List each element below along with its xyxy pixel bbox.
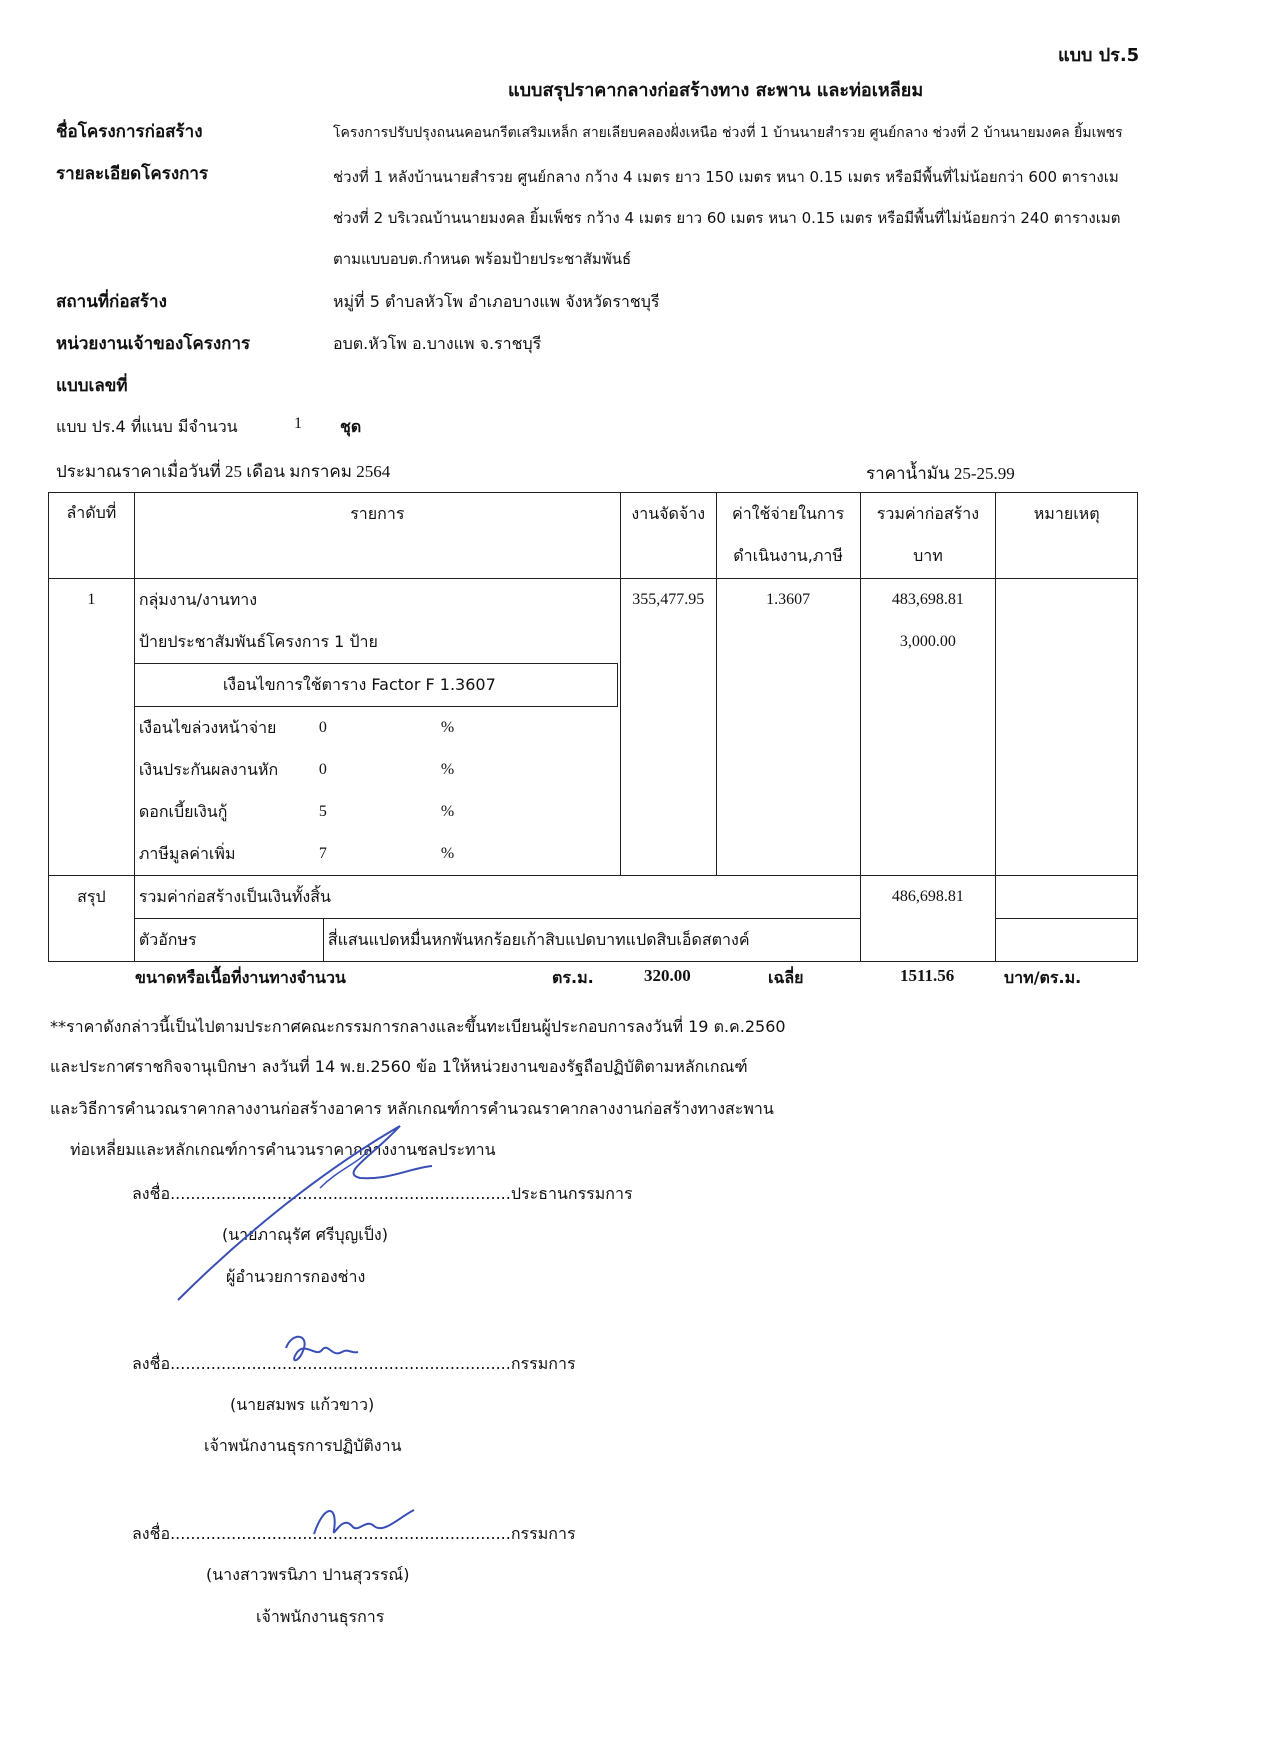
note-line-1: **ราคาดังกล่าวนี้เป็นไปตามประกาศคณะกรรมการกลางและขึ้นทะเบียนผู้ประกอบการลงวันที่ 19 ต.ค.2560	[50, 1017, 786, 1036]
condition-advance	[135, 707, 620, 749]
row-total-1: 483,698.81	[891, 591, 964, 608]
summary-total-value: 486,698.81	[891, 888, 964, 905]
details-line-1: ช่วงที่ 1 หลังบ้านนายสำรวย ศูนย์กลาง กว้าง 4 เมตร ยาว 150 เมตร หนา 0.15 เมตร หรือมีพื้นที่ไม่น้อยกว่า 600 ตารางเม	[333, 168, 1119, 186]
signature-2	[282, 1328, 362, 1378]
summary-total-label: รวมค่าก่อสร้างเป็นเงินทั้งสิ้น	[138, 887, 331, 906]
row-factor: 1.3607	[766, 591, 811, 608]
signer-position-3: เจ้าพนักงานธุรการ	[256, 1607, 385, 1626]
condition-vat	[135, 833, 620, 875]
oil-price: ราคาน้ำมัน 25-25.99	[866, 464, 1015, 483]
location-label: สถานที่ก่อสร้าง	[56, 292, 167, 312]
header-remark: หมายเหตุ	[1033, 504, 1100, 523]
sign-line-3: ลงชื่อ...................................................................กรรมการ	[132, 1524, 576, 1543]
plan-no-label: แบบเลขที่	[56, 376, 128, 396]
header-item: รายการ	[350, 504, 405, 523]
condition-advance-label: เงือนไขล่วงหน้าจ่าย	[138, 718, 277, 737]
note-line-4: ท่อเหลี่ยมและหลักเกณฑ์การคำนวนราคากลางงานชลประทาน	[70, 1140, 496, 1159]
project-name-label: ชื่อโครงการก่อสร้าง	[56, 122, 203, 142]
condition-guarantee-percent: %	[440, 761, 455, 778]
condition-table-usage: เงือนไขการใช้ตาราง Factor F 1.3607	[134, 663, 618, 707]
row-item-1: กลุ่มงาน/งานทาง	[138, 590, 258, 609]
row-remark	[996, 579, 1138, 876]
condition-interest	[135, 791, 620, 833]
condition-advance-percent: %	[440, 719, 455, 736]
row-contract: 355,477.95	[632, 591, 705, 608]
row-total-2: 3,000.00	[899, 633, 956, 650]
details-line-3: ตามแบบอบต.กำหนด พร้อมป้ายประชาสัมพันธ์	[333, 250, 632, 268]
header-cost-line2: ดำเนินงาน,ภาษี	[733, 546, 843, 565]
form-code: แบบ ปร.5	[1058, 45, 1140, 66]
project-name: โครงการปรับปรุงถนนคอนกรีตเสริมเหล็ก สายเลียบคลองฝั่งเหนือ ช่วงที่ 1 บ้านนายสำรวย ศูนย์กลาง ช่วงที่ 2 บ้านนายมงคล ยิ้มเพชร	[333, 125, 1123, 141]
estimate-date: ประมาณราคาเมื่อวันที่ 25 เดือน มกราคม 2564	[56, 462, 391, 481]
area-avg-value: 1511.56	[900, 966, 955, 985]
summary-text-label: ตัวอักษร	[135, 919, 324, 961]
price-table	[48, 492, 1138, 962]
summary-text-value: สี่แสนแปดหมื่นหกพันหกร้อยเก้าสิบแปดบาทแปดสิบเอ็ดสตางค์	[327, 930, 750, 949]
condition-interest-value: 5	[318, 803, 327, 820]
attach-unit: ชุด	[340, 417, 362, 436]
sign-line-1: ลงชื่อ...................................................................ประธานกรรมการ	[132, 1184, 633, 1203]
condition-interest-label: ดอกเบี้ยเงินกู้	[138, 802, 228, 821]
row-order: 1	[87, 591, 96, 608]
table-row	[49, 579, 1138, 876]
attach-prefix: แบบ ปร.4 ที่แนบ มีจำนวน	[56, 417, 238, 436]
note-line-3: และวิธีการคำนวณราคากลางงานก่อสร้างอาคาร หลักเกณฑ์การคำนวณราคากลางงานก่อสร้างทางสะพาน	[50, 1099, 774, 1118]
condition-vat-label: ภาษีมูลค่าเพิ่ม	[138, 844, 236, 863]
sign-line-2: ลงชื่อ...................................................................กรรมการ	[132, 1354, 576, 1373]
summary-label: สรุป	[77, 887, 106, 906]
header-cost-line1: ค่าใช้จ่ายในการ	[732, 504, 845, 523]
area-label: ขนาดหรือเนื้อที่งานทางจำนวน	[135, 968, 346, 987]
area-avg-unit: บาท/ตร.ม.	[1004, 968, 1082, 987]
condition-vat-percent: %	[440, 845, 455, 862]
signer-name-3: (นางสาวพรนิภา ปานสุวรรณ์)	[206, 1565, 410, 1584]
signature-3	[308, 1500, 418, 1546]
header-contract: งานจัดจ้าง	[631, 504, 706, 523]
table-header-row	[49, 493, 1138, 579]
header-order: ลำดับที่	[66, 505, 117, 522]
signer-position-2: เจ้าพนักงานธุรการปฏิบัติงาน	[204, 1436, 402, 1455]
signer-name-2: (นายสมพร แก้วขาว)	[230, 1395, 375, 1414]
signature-1	[170, 1118, 440, 1308]
signer-position-1: ผู้อำนวยการกองช่าง	[226, 1267, 366, 1286]
condition-guarantee-value: 0	[318, 761, 327, 778]
signer-name-1: (นายภาณุรัศ ศรีบุญเป็ง)	[222, 1225, 388, 1244]
location: หมู่ที่ 5 ตำบลหัวโพ อำเภอบางแพ จังหวัดราชบุรี	[333, 292, 660, 311]
summary-row	[49, 876, 1138, 919]
note-line-2: และประกาศราชกิจจานุเบิกษา ลงวันที่ 14 พ.ย.2560 ข้อ 1ให้หน่วยงานของรัฐถือปฏิบัติตามหลักเกณฑ์	[50, 1057, 748, 1076]
condition-advance-value: 0	[318, 719, 327, 736]
area-unit: ตร.ม.	[552, 968, 594, 987]
header-total-line1: รวมค่าก่อสร้าง	[876, 504, 980, 523]
area-value: 320.00	[644, 966, 691, 985]
owner-label: หน่วยงานเจ้าของโครงการ	[56, 334, 251, 354]
condition-vat-value: 7	[318, 845, 327, 862]
area-avg-label: เฉลี่ย	[768, 968, 804, 987]
condition-interest-percent: %	[440, 803, 455, 820]
details-label: รายละเอียดโครงการ	[56, 164, 209, 184]
attach-count: 1	[294, 415, 302, 432]
condition-guarantee-label: เงินประกันผลงานหัก	[138, 760, 279, 779]
page-title: แบบสรุปราคากลางก่อสร้างทาง สะพาน และท่อเหลียม	[508, 80, 924, 101]
owner: อบต.หัวโพ อ.บางแพ จ.ราชบุรี	[333, 334, 542, 353]
row-item-2: ป้ายประชาสัมพันธ์โครงการ 1 ป้าย	[138, 632, 378, 651]
details-line-2: ช่วงที่ 2 บริเวณบ้านนายมงคล ยิ้มเพ็ชร กว้าง 4 เมตร ยาว 60 เมตร หนา 0.15 เมตร หรือมีพื้นที่ไม่น้อยกว่า 240 ตารางเมต	[333, 209, 1121, 227]
header-total-line2: บาท	[913, 546, 943, 565]
condition-guarantee	[135, 749, 620, 791]
